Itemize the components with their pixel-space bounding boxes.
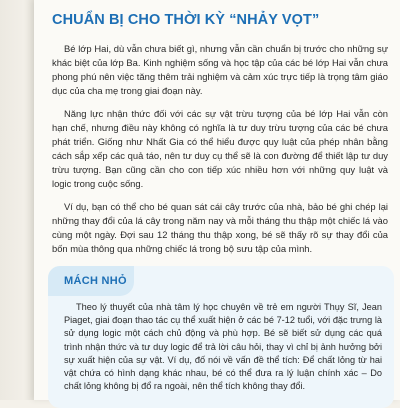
tip-text: Theo lý thuyết của nhà tâm lý học chuyên về trẻ em người Thụy Sĩ, Jean Piaget, giai đoạn thao tác cụ thể xuất hiện ở các bé 7-12 tuổi, với đặc trưng là sử dụng logic một cách chủ động và phù hợp. Bé sẽ biết sử dụng các quá trình nhận thức và tư duy logic để trả lời câu hỏi, thay vì chỉ bị ảnh hưởng bởi sự xuất hiện của sự vật. Ví dụ, đố nói về vấn đề thể tích: Để chất lỏng từ hai vật chứa có hình dạng khác nhau, bé có thể đưa ra lý luận chính xác – Do chất lỏng không bị đổ ra ngoài, nên thể tích không thay đổi. (64, 302, 382, 392)
tip-title: MÁCH NHỎ (64, 275, 127, 287)
paragraph-3: Ví dụ, bạn có thể cho bé quan sát cái cây trước của nhà, bảo bé ghi chép lại những thay đổi của lá cây trong năm nay và mỗi tháng thu thập một chiếc lá vào cùng một ngày. Đợi sau 12 tháng thu thập xong, bé sẽ thấy rõ sự thay đổi của bốn mùa thông qua những chiếc lá trong bộ sưu tập của mình. (52, 201, 388, 254)
paragraph-2: Năng lực nhận thức đối với các sự vật trừu tượng của bé lớp Hai vẫn còn hạn chế, nhưng điều này không có nghĩa là tư duy trừu tượng của các bé chưa phát triển. Giống như Nhất Gia có thể hiểu được quy luật của phép nhân bằng cách sắp xếp các quả táo, nên tư duy cụ thể sẽ là con đường để thiết lập tư duy trừu tượng. Bạn cũng cần cho con tiếp xúc nhiều hơn với những quy luật và logic trong cuộc sống. (52, 108, 388, 189)
paragraph-1: Bé lớp Hai, dù vẫn chưa biết gì, nhưng vẫn cần chuẩn bị trước cho những sự khác biệt của lớp Ba. Kinh nghiệm sống và học tập của các bé lớp Hai vẫn chưa phong phú nên việc tăng thêm trải nghiệm và cảm xúc trực tiếp là trọng tâm giáo dục của cha mẹ trong giai đoạn này. (52, 43, 388, 96)
section-heading: CHUẨN BỊ CHO THỜI KỲ “NHẢY VỌT” (52, 12, 320, 28)
page-gutter (0, 0, 34, 400)
